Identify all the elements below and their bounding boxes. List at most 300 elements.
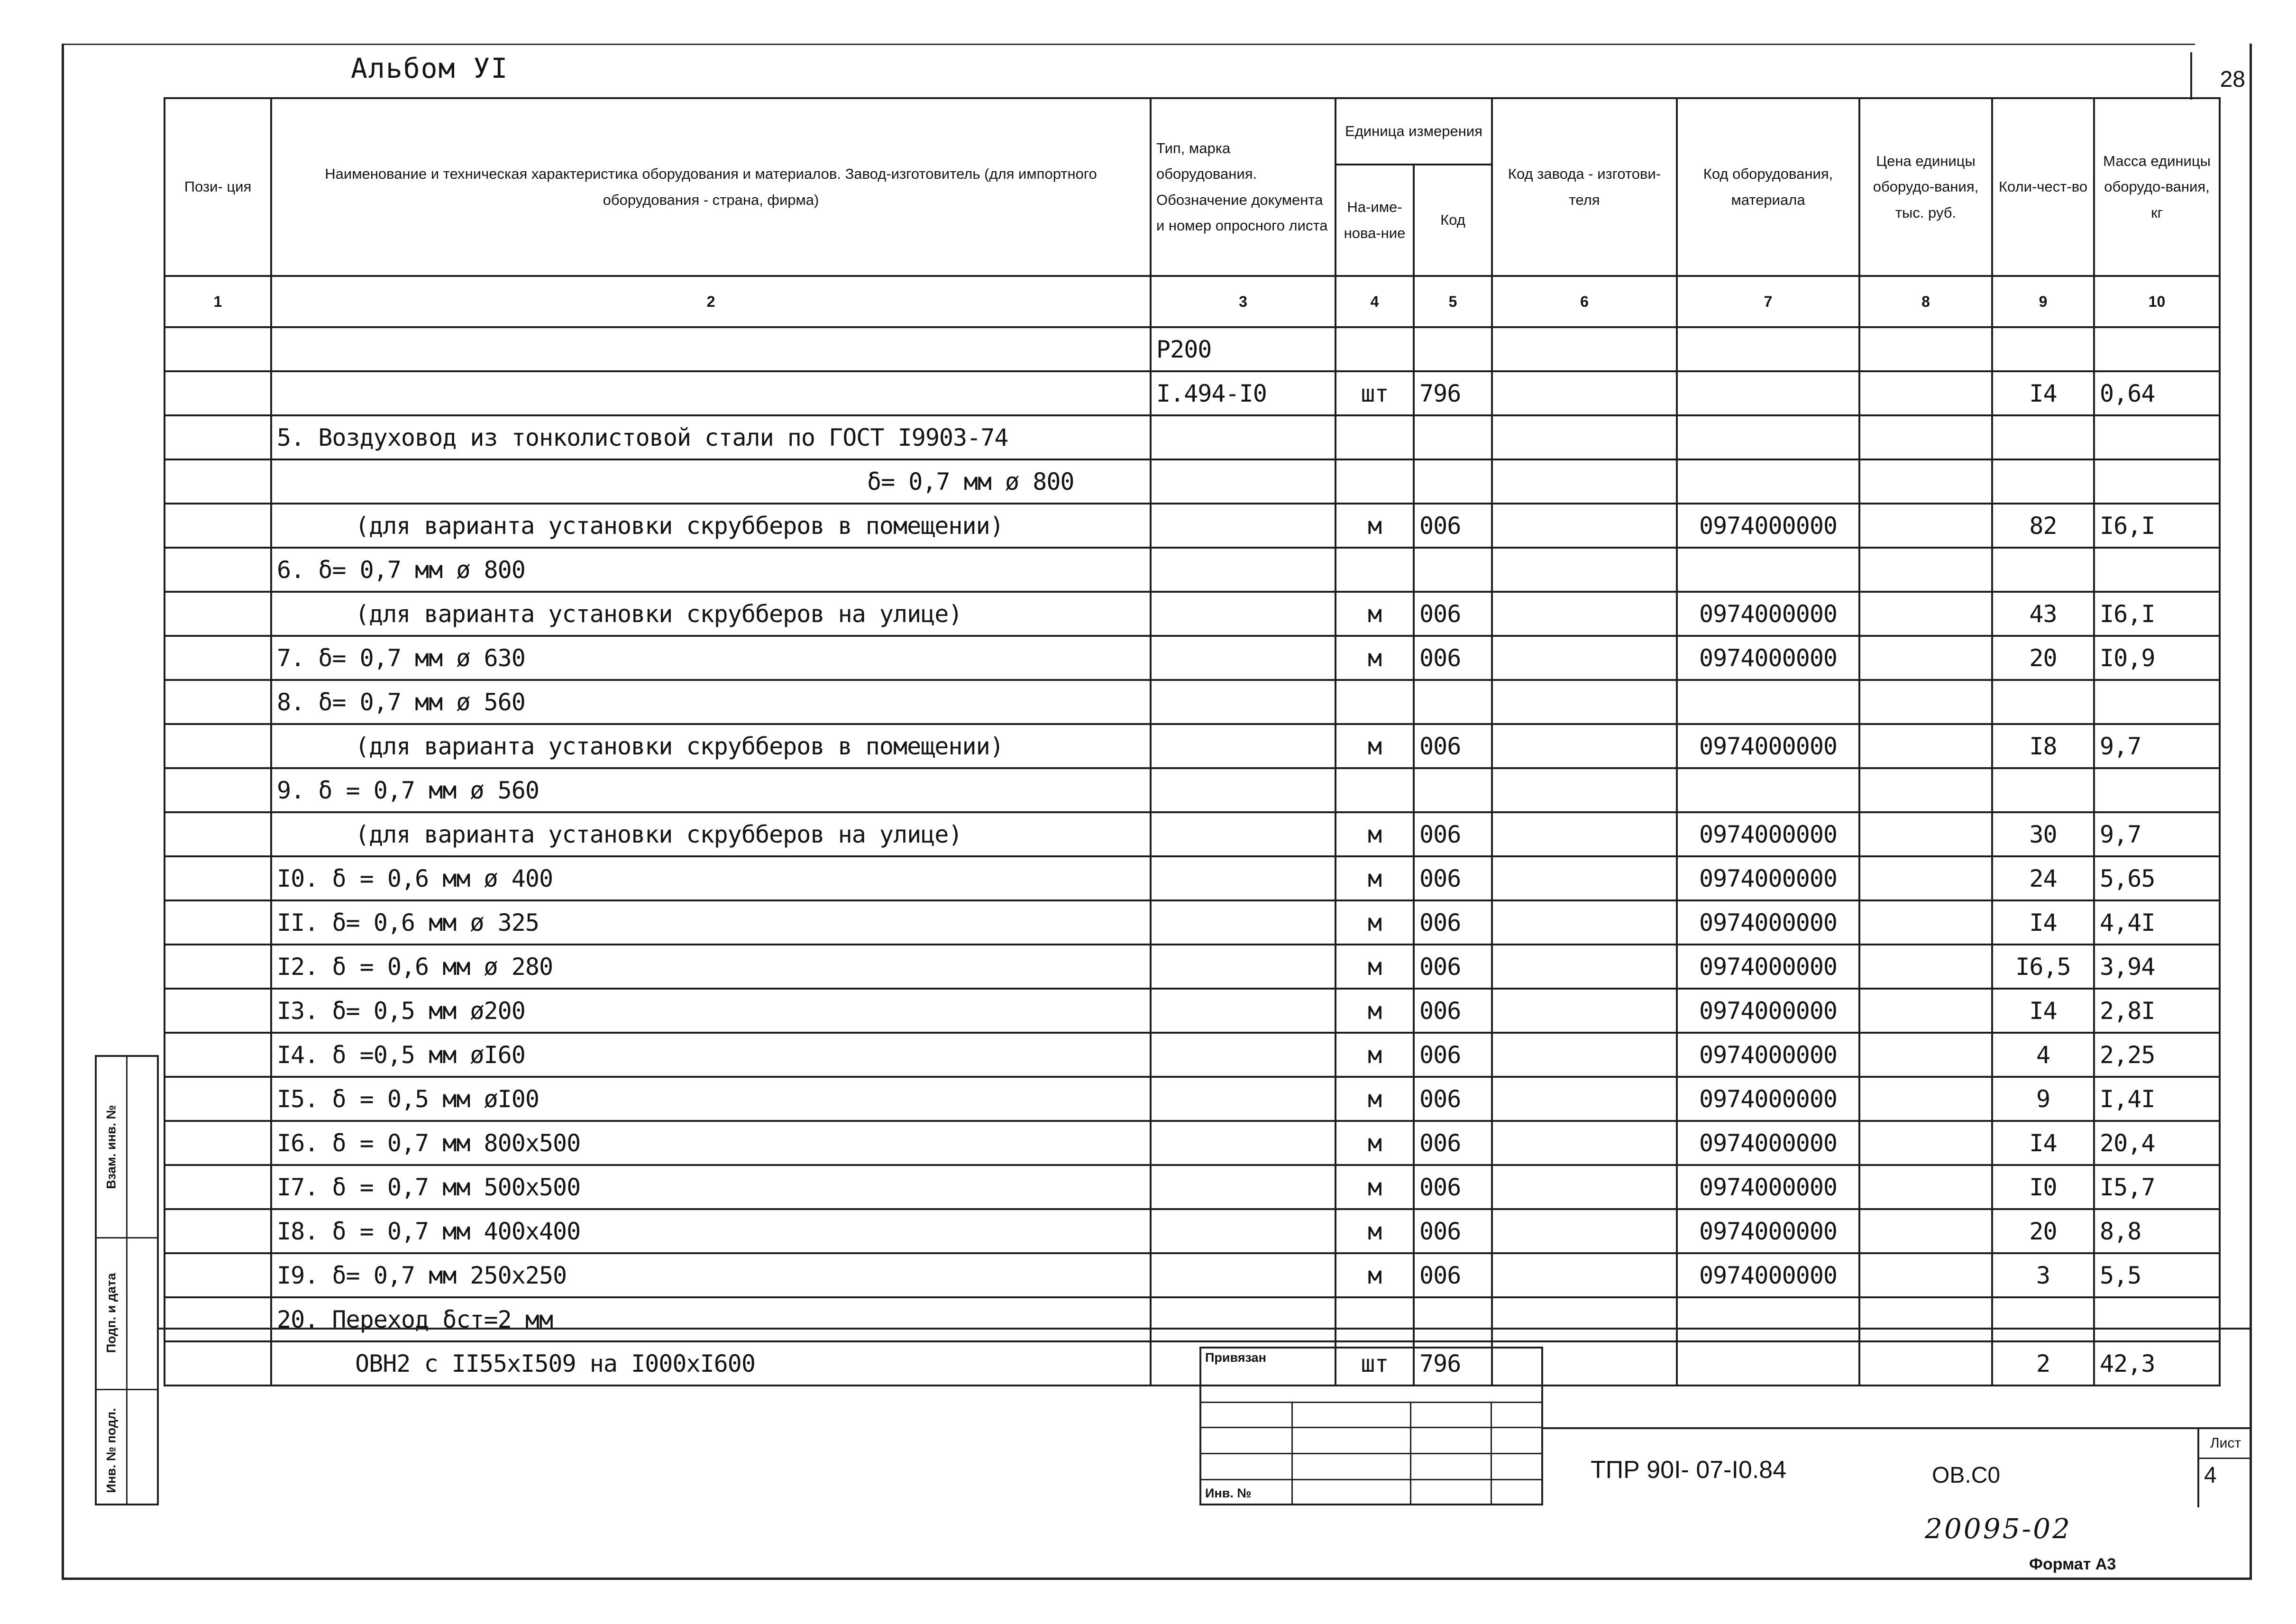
- plant-code-cell: [1492, 1077, 1677, 1121]
- unit-name-cell: [1336, 459, 1414, 504]
- column-number-cell: 8: [1859, 276, 1992, 327]
- mass-cell: I0,9: [2094, 636, 2220, 680]
- position-cell: [165, 592, 271, 636]
- unit-name-cell: [1336, 327, 1414, 371]
- position-cell: [165, 1077, 271, 1121]
- quantity-cell: [1992, 548, 2094, 592]
- plant-code-cell: [1492, 1165, 1677, 1209]
- price-cell: [1859, 415, 1992, 459]
- unit-code-cell: 006: [1414, 1033, 1492, 1077]
- format-label: Формат А3: [2029, 1555, 2116, 1573]
- type-cell: [1151, 900, 1336, 945]
- quantity-cell: I0: [1992, 1165, 2094, 1209]
- table-row: [165, 724, 2220, 768]
- position-cell: [165, 768, 271, 812]
- mass-cell: 9,7: [2094, 812, 2220, 856]
- item-name-cell: I2. δ = 0,6 мм ø 280: [271, 945, 1151, 989]
- unit-code-cell: 796: [1414, 371, 1492, 415]
- sidebar-entry-column: [128, 1057, 157, 1504]
- material-code-cell: 0974000000: [1677, 900, 1859, 945]
- item-name-cell: [271, 371, 1151, 415]
- item-name-cell: (для варианта установки скрубберов в помещении): [271, 724, 1151, 768]
- price-cell: [1859, 459, 1992, 504]
- item-name-cell: 20. Переход δст=2 мм: [271, 1297, 1151, 1341]
- plant-code-cell: [1492, 636, 1677, 680]
- item-name-cell: δ= 0,7 мм ø 800: [271, 459, 1151, 504]
- col-header-position: Пози- ция: [165, 98, 271, 276]
- title-block: [1543, 1427, 2252, 1507]
- unit-name-cell: м: [1336, 504, 1414, 548]
- stamp-line: [1410, 1402, 1411, 1504]
- mass-cell: 3,94: [2094, 945, 2220, 989]
- table-row: [165, 1121, 2220, 1165]
- table-row: [165, 1297, 2220, 1341]
- table-row: [165, 592, 2220, 636]
- mass-cell: [2094, 459, 2220, 504]
- sidebar-label-column: [97, 1057, 128, 1504]
- mass-cell: 4,4I: [2094, 900, 2220, 945]
- column-number-cell: 5: [1414, 276, 1492, 327]
- mass-cell: [2094, 327, 2220, 371]
- stamp-line: [1291, 1402, 1293, 1504]
- unit-name-cell: м: [1336, 989, 1414, 1033]
- item-name-cell: I4. δ =0,5 мм øI60: [271, 1033, 1151, 1077]
- plant-code-cell: [1492, 768, 1677, 812]
- position-cell: [165, 1297, 271, 1341]
- position-cell: [165, 680, 271, 724]
- col-header-unit-code: Код: [1414, 165, 1492, 276]
- quantity-cell: [1992, 680, 2094, 724]
- unit-name-cell: [1336, 415, 1414, 459]
- mass-cell: I5,7: [2094, 1165, 2220, 1209]
- quantity-cell: I4: [1992, 989, 2094, 1033]
- unit-name-cell: м: [1336, 1077, 1414, 1121]
- binding-stamp: [1199, 1347, 1543, 1505]
- column-number-row: [165, 276, 2220, 327]
- material-code-cell: [1677, 459, 1859, 504]
- type-cell: [1151, 1165, 1336, 1209]
- plant-code-cell: [1492, 327, 1677, 371]
- type-cell: Р200: [1151, 327, 1336, 371]
- unit-code-cell: 006: [1414, 1121, 1492, 1165]
- position-cell: [165, 504, 271, 548]
- position-cell: [165, 415, 271, 459]
- unit-code-cell: 006: [1414, 1077, 1492, 1121]
- unit-code-cell: 006: [1414, 592, 1492, 636]
- price-cell: [1859, 504, 1992, 548]
- table-row: [165, 636, 2220, 680]
- unit-code-cell: 006: [1414, 1253, 1492, 1297]
- price-cell: [1859, 548, 1992, 592]
- type-cell: [1151, 768, 1336, 812]
- material-code-cell: 0974000000: [1677, 989, 1859, 1033]
- price-cell: [1859, 1341, 1992, 1385]
- document-mark: ОВ.С0: [1932, 1463, 2001, 1488]
- quantity-cell: I4: [1992, 1121, 2094, 1165]
- position-cell: [165, 1165, 271, 1209]
- price-cell: [1859, 812, 1992, 856]
- stamp-title: Привязан: [1205, 1350, 1266, 1365]
- position-cell: [165, 812, 271, 856]
- unit-code-cell: [1414, 415, 1492, 459]
- item-name-cell: 9. δ = 0,7 мм ø 560: [271, 768, 1151, 812]
- price-cell: [1859, 1121, 1992, 1165]
- type-cell: [1151, 504, 1336, 548]
- quantity-cell: 24: [1992, 856, 2094, 900]
- sidebar-divider: [97, 1389, 126, 1390]
- item-name-cell: (для варианта установки скрубберов в помещении): [271, 504, 1151, 548]
- unit-code-cell: 006: [1414, 856, 1492, 900]
- unit-code-cell: 006: [1414, 812, 1492, 856]
- unit-name-cell: шт: [1336, 371, 1414, 415]
- table-row: [165, 680, 2220, 724]
- type-cell: [1151, 1077, 1336, 1121]
- quantity-cell: 82: [1992, 504, 2094, 548]
- price-cell: [1859, 680, 1992, 724]
- position-cell: [165, 724, 271, 768]
- position-cell: [165, 459, 271, 504]
- price-cell: [1859, 1209, 1992, 1253]
- type-cell: I.494-I0: [1151, 371, 1336, 415]
- unit-code-cell: 006: [1414, 945, 1492, 989]
- table-row: [165, 548, 2220, 592]
- material-code-cell: 0974000000: [1677, 945, 1859, 989]
- sheet-value: 4: [2204, 1463, 2217, 1488]
- material-code-cell: [1677, 768, 1859, 812]
- plant-code-cell: [1492, 1253, 1677, 1297]
- price-cell: [1859, 1077, 1992, 1121]
- mass-cell: 2,25: [2094, 1033, 2220, 1077]
- type-cell: [1151, 1253, 1336, 1297]
- col-header-type: Тип, марка оборудования. Обозначение документа и номер опросного листа: [1151, 98, 1336, 276]
- table-row: [165, 1253, 2220, 1297]
- unit-name-cell: [1336, 1297, 1414, 1341]
- quantity-cell: [1992, 415, 2094, 459]
- item-name-cell: I7. δ = 0,7 мм 500x500: [271, 1165, 1151, 1209]
- unit-code-cell: [1414, 1297, 1492, 1341]
- position-cell: [165, 945, 271, 989]
- plant-code-cell: [1492, 1121, 1677, 1165]
- position-cell: [165, 371, 271, 415]
- unit-name-cell: м: [1336, 945, 1414, 989]
- stamp-inventory-label: Инв. №: [1205, 1486, 1252, 1500]
- unit-name-cell: [1336, 680, 1414, 724]
- table-row: [165, 504, 2220, 548]
- position-cell: [165, 1341, 271, 1385]
- table-row: [165, 1209, 2220, 1253]
- material-code-cell: 0974000000: [1677, 1253, 1859, 1297]
- column-number-cell: 2: [271, 276, 1151, 327]
- column-number-cell: 9: [1992, 276, 2094, 327]
- album-title: Альбом УI: [351, 52, 509, 84]
- unit-code-cell: 006: [1414, 504, 1492, 548]
- mass-cell: [2094, 768, 2220, 812]
- plant-code-cell: [1492, 415, 1677, 459]
- item-name-cell: I8. δ = 0,7 мм 400x400: [271, 1209, 1151, 1253]
- position-cell: [165, 636, 271, 680]
- stamp-line: [1491, 1402, 1492, 1504]
- position-cell: [165, 1033, 271, 1077]
- material-code-cell: 0974000000: [1677, 1209, 1859, 1253]
- mass-cell: 5,65: [2094, 856, 2220, 900]
- price-cell: [1859, 768, 1992, 812]
- quantity-cell: [1992, 327, 2094, 371]
- unit-code-cell: 006: [1414, 636, 1492, 680]
- unit-code-cell: 006: [1414, 1165, 1492, 1209]
- col-header-unit: Единица измерения: [1336, 98, 1492, 165]
- table-row: [165, 371, 2220, 415]
- plant-code-cell: [1492, 945, 1677, 989]
- price-cell: [1859, 945, 1992, 989]
- unit-code-cell: [1414, 548, 1492, 592]
- handwritten-number: 20095-02: [1925, 1513, 2072, 1545]
- table-row: [165, 900, 2220, 945]
- material-code-cell: [1677, 680, 1859, 724]
- type-cell: [1151, 548, 1336, 592]
- mass-cell: 20,4: [2094, 1121, 2220, 1165]
- type-cell: [1151, 415, 1336, 459]
- sidebar-label-inv-podl: Инв. № подл.: [104, 1408, 119, 1493]
- material-code-cell: 0974000000: [1677, 1077, 1859, 1121]
- sidebar-label-sign-date: Подп. и дата: [104, 1273, 119, 1353]
- material-code-cell: 0974000000: [1677, 724, 1859, 768]
- unit-name-cell: м: [1336, 636, 1414, 680]
- table-row: [165, 945, 2220, 989]
- price-cell: [1859, 989, 1992, 1033]
- plant-code-cell: [1492, 1209, 1677, 1253]
- mass-cell: [2094, 1297, 2220, 1341]
- plant-code-cell: [1492, 548, 1677, 592]
- mass-cell: [2094, 415, 2220, 459]
- col-header-material-code: Код оборудования, материала: [1677, 98, 1859, 276]
- item-name-cell: (для варианта установки скрубберов на улице): [271, 592, 1151, 636]
- plant-code-cell: [1492, 1297, 1677, 1341]
- item-name-cell: (для варианта установки скрубберов на улице): [271, 812, 1151, 856]
- unit-code-cell: [1414, 459, 1492, 504]
- position-cell: [165, 856, 271, 900]
- sheet-box: [2197, 1429, 2252, 1507]
- type-cell: [1151, 989, 1336, 1033]
- unit-code-cell: 006: [1414, 900, 1492, 945]
- price-cell: [1859, 724, 1992, 768]
- material-code-cell: [1677, 327, 1859, 371]
- specification-table: [164, 97, 2221, 1386]
- unit-name-cell: м: [1336, 900, 1414, 945]
- mass-cell: 8,8: [2094, 1209, 2220, 1253]
- unit-name-cell: м: [1336, 1033, 1414, 1077]
- table-row: [165, 415, 2220, 459]
- item-name-cell: ОВН2 с II55xI509 на I000xI600: [271, 1341, 1151, 1385]
- price-cell: [1859, 1297, 1992, 1341]
- item-name-cell: I0. δ = 0,6 мм ø 400: [271, 856, 1151, 900]
- plant-code-cell: [1492, 592, 1677, 636]
- mass-cell: 0,64: [2094, 371, 2220, 415]
- quantity-cell: 20: [1992, 1209, 2094, 1253]
- quantity-cell: [1992, 459, 2094, 504]
- quantity-cell: 30: [1992, 812, 2094, 856]
- material-code-cell: 0974000000: [1677, 1121, 1859, 1165]
- plant-code-cell: [1492, 504, 1677, 548]
- plant-code-cell: [1492, 812, 1677, 856]
- unit-name-cell: м: [1336, 1253, 1414, 1297]
- unit-code-cell: 006: [1414, 724, 1492, 768]
- position-cell: [165, 1121, 271, 1165]
- table-row: [165, 327, 2220, 371]
- material-code-cell: 0974000000: [1677, 812, 1859, 856]
- unit-name-cell: м: [1336, 724, 1414, 768]
- unit-name-cell: м: [1336, 592, 1414, 636]
- sidebar-divider: [97, 1237, 126, 1239]
- column-number-cell: 4: [1336, 276, 1414, 327]
- unit-name-cell: м: [1336, 1121, 1414, 1165]
- col-header-price: Цена единицы оборудо-вания, тыс. руб.: [1859, 98, 1992, 276]
- item-name-cell: I5. δ = 0,5 мм øI00: [271, 1077, 1151, 1121]
- mass-cell: I6,I: [2094, 592, 2220, 636]
- column-number-cell: 7: [1677, 276, 1859, 327]
- type-cell: [1151, 1121, 1336, 1165]
- quantity-cell: I4: [1992, 900, 2094, 945]
- price-cell: [1859, 371, 1992, 415]
- unit-name-cell: шт: [1336, 1341, 1414, 1385]
- col-header-plant-code: Код завода - изготови-теля: [1492, 98, 1677, 276]
- mass-cell: [2094, 680, 2220, 724]
- quantity-cell: 4: [1992, 1033, 2094, 1077]
- material-code-cell: [1677, 1297, 1859, 1341]
- type-cell: [1151, 636, 1336, 680]
- document-code: ТПР 90I- 07-I0.84: [1591, 1456, 1787, 1484]
- price-cell: [1859, 636, 1992, 680]
- col-header-name: Наименование и техническая характеристика оборудования и материалов. Завод-изготовитель (для импортного оборудования - страна, фирма): [271, 98, 1151, 276]
- quantity-cell: 2: [1992, 1341, 2094, 1385]
- mass-cell: [2094, 548, 2220, 592]
- price-cell: [1859, 856, 1992, 900]
- item-name-cell: I9. δ= 0,7 мм 250x250: [271, 1253, 1151, 1297]
- mass-cell: 42,3: [2094, 1341, 2220, 1385]
- type-cell: [1151, 1297, 1336, 1341]
- material-code-cell: [1677, 1341, 1859, 1385]
- column-number-cell: 3: [1151, 276, 1336, 327]
- type-cell: [1151, 459, 1336, 504]
- price-cell: [1859, 1033, 1992, 1077]
- column-number-cell: 10: [2094, 276, 2220, 327]
- material-code-cell: [1677, 371, 1859, 415]
- material-code-cell: 0974000000: [1677, 1165, 1859, 1209]
- material-code-cell: 0974000000: [1677, 504, 1859, 548]
- item-name-cell: I3. δ= 0,5 мм ø200: [271, 989, 1151, 1033]
- quantity-cell: I4: [1992, 371, 2094, 415]
- item-name-cell: I6. δ = 0,7 мм 800x500: [271, 1121, 1151, 1165]
- price-cell: [1859, 900, 1992, 945]
- quantity-cell: I8: [1992, 724, 2094, 768]
- table-row: [165, 459, 2220, 504]
- material-code-cell: 0974000000: [1677, 592, 1859, 636]
- unit-name-cell: [1336, 768, 1414, 812]
- price-cell: [1859, 592, 1992, 636]
- unit-code-cell: [1414, 327, 1492, 371]
- plant-code-cell: [1492, 1033, 1677, 1077]
- plant-code-cell: [1492, 459, 1677, 504]
- table-row: [165, 856, 2220, 900]
- quantity-cell: I6,5: [1992, 945, 2094, 989]
- plant-code-cell: [1492, 680, 1677, 724]
- unit-name-cell: м: [1336, 856, 1414, 900]
- position-cell: [165, 1209, 271, 1253]
- quantity-cell: 3: [1992, 1253, 2094, 1297]
- item-name-cell: [271, 327, 1151, 371]
- type-cell: [1151, 812, 1336, 856]
- unit-code-cell: [1414, 768, 1492, 812]
- type-cell: [1151, 680, 1336, 724]
- position-cell: [165, 327, 271, 371]
- type-cell: [1151, 724, 1336, 768]
- col-header-mass: Масса единицы оборудо-вания, кг: [2094, 98, 2220, 276]
- plant-code-cell: [1492, 724, 1677, 768]
- position-cell: [165, 1253, 271, 1297]
- sheet-number: 28: [2190, 52, 2252, 100]
- position-cell: [165, 548, 271, 592]
- table-row: [165, 1077, 2220, 1121]
- item-name-cell: 7. δ= 0,7 мм ø 630: [271, 636, 1151, 680]
- material-code-cell: 0974000000: [1677, 1033, 1859, 1077]
- type-cell: [1151, 945, 1336, 989]
- column-number-cell: 1: [165, 276, 271, 327]
- col-header-quantity: Коли-чест-во: [1992, 98, 2094, 276]
- mass-cell: 5,5: [2094, 1253, 2220, 1297]
- specification-body: [165, 327, 2220, 1385]
- sidebar-divider: [128, 1389, 157, 1390]
- mass-cell: 2,8I: [2094, 989, 2220, 1033]
- mass-cell: I,4I: [2094, 1077, 2220, 1121]
- unit-code-cell: [1414, 680, 1492, 724]
- position-cell: [165, 900, 271, 945]
- unit-code-cell: 006: [1414, 989, 1492, 1033]
- unit-code-cell: 006: [1414, 1209, 1492, 1253]
- unit-name-cell: м: [1336, 1209, 1414, 1253]
- item-name-cell: 6. δ= 0,7 мм ø 800: [271, 548, 1151, 592]
- table-row: [165, 768, 2220, 812]
- plant-code-cell: [1492, 371, 1677, 415]
- item-name-cell: 5. Воздуховод из тонколистовой стали по ГОСТ I9903-74: [271, 415, 1151, 459]
- table-row: [165, 1165, 2220, 1209]
- quantity-cell: [1992, 1297, 2094, 1341]
- sheet-label: Лист: [2199, 1429, 2252, 1459]
- quantity-cell: 9: [1992, 1077, 2094, 1121]
- quantity-cell: 20: [1992, 636, 2094, 680]
- col-header-unit-name: На-име-нова-ние: [1336, 165, 1414, 276]
- unit-code-cell: 796: [1414, 1341, 1492, 1385]
- plant-code-cell: [1492, 856, 1677, 900]
- sidebar-label-vzam-inv: Взам. инв. №: [104, 1105, 119, 1189]
- price-cell: [1859, 1165, 1992, 1209]
- table-row: [165, 812, 2220, 856]
- type-cell: [1151, 1033, 1336, 1077]
- type-cell: [1151, 1209, 1336, 1253]
- position-cell: [165, 989, 271, 1033]
- column-number-cell: 6: [1492, 276, 1677, 327]
- material-code-cell: [1677, 415, 1859, 459]
- plant-code-cell: [1492, 989, 1677, 1033]
- material-code-cell: 0974000000: [1677, 856, 1859, 900]
- unit-name-cell: м: [1336, 1165, 1414, 1209]
- plant-code-cell: [1492, 900, 1677, 945]
- sidebar-divider: [128, 1237, 157, 1239]
- table-bottom-rule: [159, 1328, 2252, 1330]
- unit-name-cell: м: [1336, 812, 1414, 856]
- price-cell: [1859, 1253, 1992, 1297]
- item-name-cell: 8. δ= 0,7 мм ø 560: [271, 680, 1151, 724]
- table-row: [165, 1033, 2220, 1077]
- type-cell: [1151, 856, 1336, 900]
